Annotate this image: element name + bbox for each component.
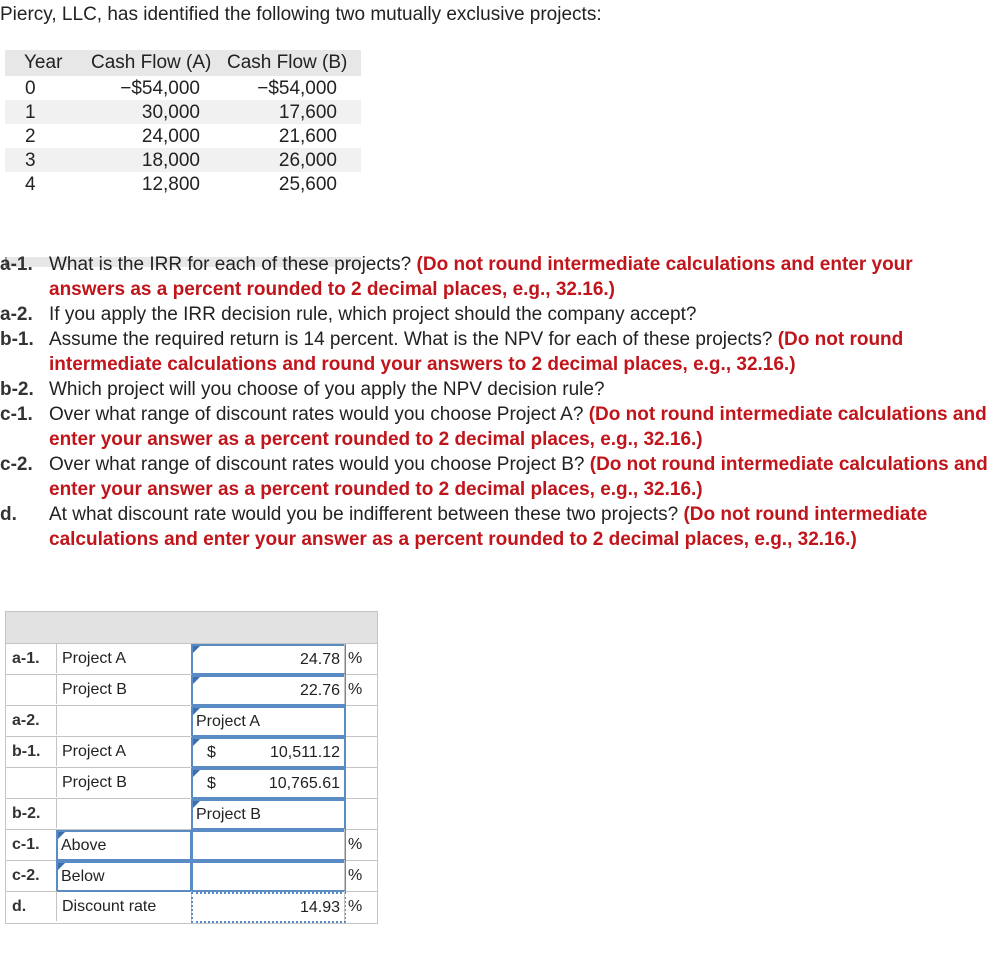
- answer-flag-icon: [193, 739, 200, 746]
- range-b-rate-input[interactable]: [191, 861, 346, 892]
- answer-label: a-2.: [12, 712, 40, 729]
- answer-row-b1-project-b: [6, 767, 377, 799]
- discount-rate-label: Discount rate: [62, 898, 157, 915]
- year-cell: 1: [25, 102, 36, 123]
- irr-a-input[interactable]: [191, 644, 346, 675]
- percent-unit: %: [348, 867, 363, 884]
- cash-flow-b-cell: 25,600: [278, 174, 337, 195]
- percent-unit: %: [348, 650, 363, 667]
- question-item: [0, 502, 990, 552]
- npv-decision-value: Project B: [196, 806, 261, 823]
- cash-flow-row: [5, 148, 361, 172]
- cash-flow-row: [5, 100, 361, 124]
- answer-row-d: [6, 891, 377, 922]
- currency-symbol: $: [207, 744, 216, 761]
- irr-b-value: 22.76: [299, 682, 340, 699]
- question-text: Assume the required return is 14 percent. What is the NPV for each of these projects?: [49, 329, 773, 350]
- answer-flag-icon: [193, 677, 200, 684]
- unit-divider: [344, 829, 345, 859]
- answer-grid: [5, 611, 378, 924]
- question-item: [0, 327, 990, 377]
- irr-decision-value: Project A: [196, 713, 261, 730]
- npv-decision-select[interactable]: [191, 799, 346, 830]
- irr-a-value: 24.78: [299, 651, 340, 668]
- question-note: (Do not round intermediate calculations and enter your answer as a percent rounded to 2 decimal places, e.g., 32.16.): [49, 504, 928, 550]
- answer-row-c1: [6, 829, 377, 861]
- header-cash-flow-b: Cash Flow (B): [227, 52, 348, 73]
- cash-flow-a-cell: 30,000: [141, 102, 200, 123]
- question-text: Over what range of discount rates would you choose Project A?: [49, 404, 584, 425]
- project-a-label: Project A: [62, 743, 127, 760]
- answer-row-a2: [6, 705, 377, 737]
- question-label: b-2.: [0, 379, 34, 400]
- question-text: Which project will you choose of you apply the NPV decision rule?: [49, 379, 605, 400]
- percent-unit: %: [348, 681, 363, 698]
- cash-flow-row: [5, 76, 361, 100]
- range-b-select[interactable]: [56, 861, 192, 892]
- cash-flow-b-cell: 21,600: [278, 126, 337, 147]
- question-item: [0, 377, 990, 402]
- irr-decision-select[interactable]: [191, 706, 346, 737]
- cash-flow-table: [5, 50, 361, 196]
- question-item: [0, 402, 990, 452]
- answer-row-a1-project-b: [6, 674, 377, 706]
- range-a-value: Above: [61, 837, 107, 854]
- cash-flow-a-cell: 24,000: [141, 126, 200, 147]
- question-text: If you apply the IRR decision rule, which project should the company accept?: [49, 304, 697, 325]
- cash-flow-row: [5, 124, 361, 148]
- question-item: [0, 302, 990, 327]
- question-label: d.: [0, 504, 17, 525]
- project-a-label: Project A: [62, 650, 127, 667]
- cash-flow-a-cell: −$54,000: [120, 78, 200, 99]
- header-cash-flow-a: Cash Flow (A): [91, 52, 212, 73]
- year-cell: 4: [25, 174, 36, 195]
- question-item: [0, 252, 990, 302]
- answer-flag-icon: [193, 770, 200, 777]
- npv-a-input[interactable]: [191, 737, 346, 768]
- question-label: a-2.: [0, 304, 33, 325]
- answer-row-b2: [6, 798, 377, 830]
- project-b-label: Project B: [62, 681, 127, 698]
- answer-flag-icon: [193, 646, 200, 653]
- intro-text: Piercy, LLC, has identified the following two mutually exclusive projects:: [0, 4, 602, 25]
- project-a-label-cell: [56, 643, 192, 673]
- range-a-rate-input[interactable]: [191, 830, 346, 861]
- percent-unit: %: [348, 836, 363, 853]
- cash-flow-b-cell: 17,600: [278, 102, 337, 123]
- discount-rate-label-cell: [56, 891, 192, 921]
- project-b-label-cell: [56, 674, 192, 704]
- unit-divider: [344, 674, 345, 704]
- unit-divider: [344, 891, 345, 921]
- cash-flow-b-cell: 26,000: [278, 150, 337, 171]
- question-label: c-1.: [0, 404, 33, 425]
- question-list: [0, 252, 990, 552]
- answer-row-c2: [6, 860, 377, 892]
- question-note: (Do not round intermediate calculations and round your answers to 2 decimal places, e.g., 32.16.): [49, 329, 904, 375]
- empty-label-cell: [56, 705, 192, 735]
- question-text: Over what range of discount rates would you choose Project B?: [49, 454, 585, 475]
- question-text: What is the IRR for each of these projects?: [49, 254, 412, 275]
- percent-unit: %: [348, 898, 363, 915]
- answer-label: a-1.: [12, 650, 40, 667]
- question-note: (Do not round intermediate calculations and enter your answers as a percent rounded to 2 decimal places, e.g., 32.16.): [49, 254, 913, 300]
- answer-grid-header: [6, 612, 377, 644]
- question-note: (Do not round intermediate calculations and enter your answer as a percent rounded to 2 decimal places, e.g., 32.16.): [49, 404, 987, 450]
- empty-label-cell: [56, 798, 192, 828]
- question-label: a-1.: [0, 254, 33, 275]
- year-cell: 3: [25, 150, 36, 171]
- npv-a-value: 10,511.12: [270, 744, 340, 761]
- project-a-label-cell: [56, 736, 192, 766]
- question-text: At what discount rate would you be indifferent between these two projects?: [49, 504, 679, 525]
- year-cell: 0: [25, 78, 36, 99]
- answer-label: d.: [12, 898, 27, 915]
- currency-symbol: $: [207, 775, 216, 792]
- answer-row-b1-project-a: [6, 736, 377, 768]
- cash-flow-a-cell: 18,000: [141, 150, 200, 171]
- range-b-value: Below: [61, 868, 105, 885]
- npv-b-value: 10,765.61: [268, 775, 340, 792]
- cash-flow-a-cell: 12,800: [141, 174, 200, 195]
- answer-row-a1-project-a: [6, 643, 377, 675]
- project-b-label-cell: [56, 767, 192, 797]
- unit-divider: [344, 860, 345, 890]
- header-year: Year: [24, 52, 63, 73]
- indifference-rate-input[interactable]: [191, 892, 346, 923]
- cash-flow-row: [5, 172, 361, 196]
- question-note: (Do not round intermediate calculations and enter your answer as a percent rounded to 2 decimal places, e.g., 32.16.): [49, 454, 988, 500]
- irr-b-input[interactable]: [191, 675, 346, 706]
- question-item: [0, 452, 990, 502]
- year-cell: 2: [25, 126, 36, 147]
- project-b-label: Project B: [62, 774, 127, 791]
- indifference-rate-value: 14.93: [299, 899, 340, 916]
- cash-flow-header: [5, 50, 361, 76]
- cash-flow-b-cell: −$54,000: [257, 78, 337, 99]
- answer-label: c-2.: [12, 867, 40, 884]
- unit-divider: [344, 643, 345, 673]
- range-a-select[interactable]: [56, 830, 192, 861]
- answer-label: b-1.: [12, 743, 41, 760]
- answer-label: b-2.: [12, 805, 41, 822]
- answer-label: c-1.: [12, 836, 40, 853]
- question-label: b-1.: [0, 329, 34, 350]
- npv-b-input[interactable]: [191, 768, 346, 799]
- question-label: c-2.: [0, 454, 33, 475]
